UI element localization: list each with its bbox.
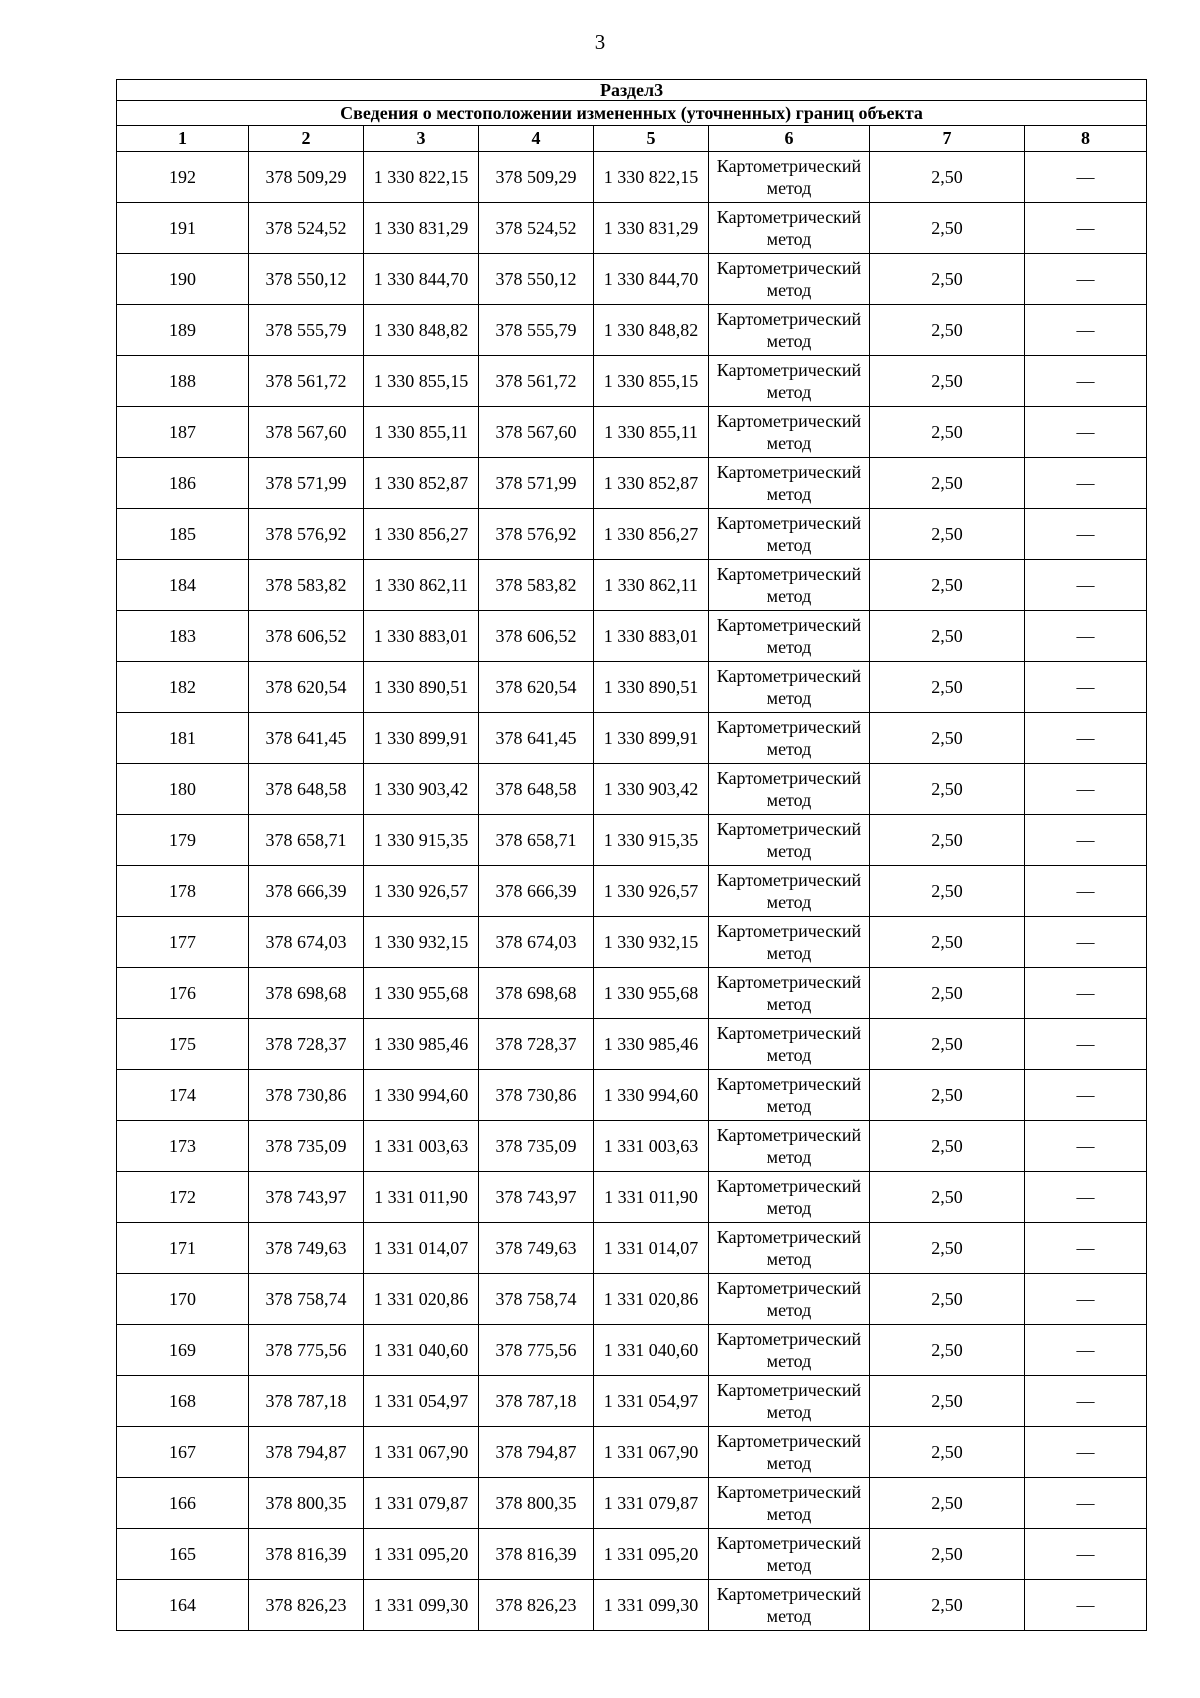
- table-row: [117, 305, 1147, 356]
- table-row: [117, 866, 1147, 917]
- coordinate-cell: 1 330 994,60: [594, 1070, 709, 1121]
- table-row: [117, 1223, 1147, 1274]
- coordinate-cell: 378 698,68: [249, 968, 364, 1019]
- accuracy-cell: 2,50: [870, 458, 1025, 509]
- coordinate-cell: 1 330 831,29: [594, 203, 709, 254]
- method-cell: Картометрический метод: [709, 560, 870, 611]
- method-cell: Картометрический метод: [709, 356, 870, 407]
- note-cell: —: [1025, 815, 1147, 866]
- accuracy-cell: 2,50: [870, 1121, 1025, 1172]
- coordinate-cell: 1 330 856,27: [594, 509, 709, 560]
- accuracy-cell: 2,50: [870, 764, 1025, 815]
- coordinate-cell: 1 330 844,70: [364, 254, 479, 305]
- method-cell: Картометрический метод: [709, 1019, 870, 1070]
- coordinate-cell: 378 641,45: [249, 713, 364, 764]
- method-cell: Картометрический метод: [709, 1325, 870, 1376]
- coordinate-cell: 1 331 020,86: [594, 1274, 709, 1325]
- coordinate-cell: 1 330 932,15: [364, 917, 479, 968]
- table-row: [117, 1427, 1147, 1478]
- coordinate-cell: 1 330 903,42: [594, 764, 709, 815]
- coordinate-cell: 1 330 831,29: [364, 203, 479, 254]
- coordinate-cell: 378 816,39: [479, 1529, 594, 1580]
- coordinate-cell: 378 567,60: [479, 407, 594, 458]
- coordinate-cell: 378 576,92: [479, 509, 594, 560]
- coordinate-cell: 1 331 014,07: [594, 1223, 709, 1274]
- coordinate-cell: 1 330 852,87: [594, 458, 709, 509]
- coordinate-cell: 1 330 899,91: [594, 713, 709, 764]
- point-number-cell: 174: [117, 1070, 249, 1121]
- coordinate-cell: 378 576,92: [249, 509, 364, 560]
- coordinate-cell: 378 758,74: [249, 1274, 364, 1325]
- accuracy-cell: 2,50: [870, 1325, 1025, 1376]
- note-cell: —: [1025, 509, 1147, 560]
- accuracy-cell: 2,50: [870, 560, 1025, 611]
- coordinate-cell: 378 743,97: [479, 1172, 594, 1223]
- point-number-cell: 181: [117, 713, 249, 764]
- accuracy-cell: 2,50: [870, 1529, 1025, 1580]
- table-row: [117, 1274, 1147, 1325]
- coordinate-cell: 378 561,72: [249, 356, 364, 407]
- coordinate-cell: 1 330 915,35: [364, 815, 479, 866]
- coordinate-cell: 1 330 890,51: [364, 662, 479, 713]
- coordinate-cell: 378 730,86: [249, 1070, 364, 1121]
- coordinate-cell: 378 666,39: [479, 866, 594, 917]
- point-number-cell: 175: [117, 1019, 249, 1070]
- coordinate-cell: 1 330 862,11: [364, 560, 479, 611]
- note-cell: —: [1025, 1274, 1147, 1325]
- coordinate-cell: 1 330 822,15: [594, 152, 709, 203]
- table-row: [117, 1019, 1147, 1070]
- point-number-cell: 178: [117, 866, 249, 917]
- coordinate-cell: 1 330 955,68: [594, 968, 709, 1019]
- note-cell: —: [1025, 1376, 1147, 1427]
- table-row: [117, 1325, 1147, 1376]
- point-number-cell: 173: [117, 1121, 249, 1172]
- coordinate-cell: 1 331 095,20: [364, 1529, 479, 1580]
- coordinate-cell: 378 735,09: [249, 1121, 364, 1172]
- table-row: [117, 1172, 1147, 1223]
- table-row: [117, 764, 1147, 815]
- method-cell: Картометрический метод: [709, 407, 870, 458]
- column-number: 3: [364, 126, 479, 152]
- method-cell: Картометрический метод: [709, 866, 870, 917]
- point-number-cell: 165: [117, 1529, 249, 1580]
- accuracy-cell: 2,50: [870, 1274, 1025, 1325]
- coordinate-cell: 1 331 054,97: [364, 1376, 479, 1427]
- accuracy-cell: 2,50: [870, 203, 1025, 254]
- note-cell: —: [1025, 1172, 1147, 1223]
- column-number: 6: [709, 126, 870, 152]
- note-cell: —: [1025, 968, 1147, 1019]
- note-cell: —: [1025, 1427, 1147, 1478]
- method-cell: Картометрический метод: [709, 509, 870, 560]
- point-number-cell: 179: [117, 815, 249, 866]
- coordinate-cell: 1 330 855,11: [594, 407, 709, 458]
- table-row: [117, 1478, 1147, 1529]
- accuracy-cell: 2,50: [870, 1580, 1025, 1631]
- coordinate-cell: 1 331 011,90: [594, 1172, 709, 1223]
- note-cell: —: [1025, 152, 1147, 203]
- table-row: [117, 1580, 1147, 1631]
- note-cell: —: [1025, 458, 1147, 509]
- point-number-cell: 169: [117, 1325, 249, 1376]
- coordinate-cell: 378 787,18: [249, 1376, 364, 1427]
- note-cell: —: [1025, 1070, 1147, 1121]
- method-cell: Картометрический метод: [709, 764, 870, 815]
- point-number-cell: 190: [117, 254, 249, 305]
- table-row: [117, 968, 1147, 1019]
- point-number-cell: 189: [117, 305, 249, 356]
- coordinate-cell: 1 330 848,82: [364, 305, 479, 356]
- coordinate-cell: 378 571,99: [249, 458, 364, 509]
- coordinate-cell: 1 330 822,15: [364, 152, 479, 203]
- point-number-cell: 192: [117, 152, 249, 203]
- point-number-cell: 170: [117, 1274, 249, 1325]
- table-row: [117, 917, 1147, 968]
- coordinate-cell: 378 758,74: [479, 1274, 594, 1325]
- coordinate-cell: 378 509,29: [249, 152, 364, 203]
- coordinate-cell: 378 826,23: [479, 1580, 594, 1631]
- coordinate-cell: 1 331 079,87: [364, 1478, 479, 1529]
- column-number-row: [117, 126, 1147, 152]
- coordinate-cell: 1 330 926,57: [364, 866, 479, 917]
- accuracy-cell: 2,50: [870, 968, 1025, 1019]
- column-number: 7: [870, 126, 1025, 152]
- table-row: [117, 458, 1147, 509]
- note-cell: —: [1025, 662, 1147, 713]
- coordinate-cell: 1 330 932,15: [594, 917, 709, 968]
- coordinate-cell: 1 330 890,51: [594, 662, 709, 713]
- coordinate-cell: 378 794,87: [249, 1427, 364, 1478]
- note-cell: —: [1025, 1019, 1147, 1070]
- coordinate-cell: 378 698,68: [479, 968, 594, 1019]
- method-cell: Картометрический метод: [709, 917, 870, 968]
- coordinate-cell: 378 524,52: [479, 203, 594, 254]
- table-row: [117, 713, 1147, 764]
- table-row: [117, 1376, 1147, 1427]
- table-row: [117, 1121, 1147, 1172]
- coordinate-cell: 378 749,63: [479, 1223, 594, 1274]
- note-cell: —: [1025, 764, 1147, 815]
- point-number-cell: 185: [117, 509, 249, 560]
- note-cell: —: [1025, 1529, 1147, 1580]
- coordinate-cell: 378 555,79: [249, 305, 364, 356]
- coordinate-cell: 1 331 054,97: [594, 1376, 709, 1427]
- accuracy-cell: 2,50: [870, 152, 1025, 203]
- accuracy-cell: 2,50: [870, 1070, 1025, 1121]
- method-cell: Картометрический метод: [709, 1223, 870, 1274]
- table-row: [117, 407, 1147, 458]
- coordinate-cell: 378 787,18: [479, 1376, 594, 1427]
- coordinate-cell: 378 648,58: [479, 764, 594, 815]
- method-cell: Картометрический метод: [709, 254, 870, 305]
- coordinate-cell: 1 331 095,20: [594, 1529, 709, 1580]
- point-number-cell: 191: [117, 203, 249, 254]
- coordinate-cell: 378 509,29: [479, 152, 594, 203]
- note-cell: —: [1025, 305, 1147, 356]
- coordinate-cell: 378 800,35: [479, 1478, 594, 1529]
- table-heading: Сведения о местоположении измененных (уточненных) границ объекта: [117, 101, 1147, 126]
- note-cell: —: [1025, 1580, 1147, 1631]
- coordinate-cell: 378 794,87: [479, 1427, 594, 1478]
- note-cell: —: [1025, 917, 1147, 968]
- point-number-cell: 184: [117, 560, 249, 611]
- accuracy-cell: 2,50: [870, 1376, 1025, 1427]
- method-cell: Картометрический метод: [709, 1529, 870, 1580]
- coordinate-cell: 1 330 915,35: [594, 815, 709, 866]
- accuracy-cell: 2,50: [870, 1172, 1025, 1223]
- coordinate-cell: 378 550,12: [249, 254, 364, 305]
- note-cell: —: [1025, 254, 1147, 305]
- table-row: [117, 254, 1147, 305]
- coordinate-cell: 378 728,37: [249, 1019, 364, 1070]
- table-row: [117, 662, 1147, 713]
- method-cell: Картометрический метод: [709, 815, 870, 866]
- section-title: Раздел3: [117, 80, 1147, 101]
- coordinate-cell: 378 641,45: [479, 713, 594, 764]
- coordinate-cell: 378 775,56: [249, 1325, 364, 1376]
- coordinate-cell: 1 331 099,30: [364, 1580, 479, 1631]
- table-row: [117, 152, 1147, 203]
- coordinate-cell: 378 606,52: [249, 611, 364, 662]
- coordinate-cell: 1 330 955,68: [364, 968, 479, 1019]
- table-row: [117, 356, 1147, 407]
- coordinate-cell: 1 330 883,01: [594, 611, 709, 662]
- point-number-cell: 171: [117, 1223, 249, 1274]
- point-number-cell: 168: [117, 1376, 249, 1427]
- accuracy-cell: 2,50: [870, 713, 1025, 764]
- coordinate-cell: 1 331 079,87: [594, 1478, 709, 1529]
- coordinate-cell: 1 331 040,60: [594, 1325, 709, 1376]
- method-cell: Картометрический метод: [709, 305, 870, 356]
- point-number-cell: 183: [117, 611, 249, 662]
- note-cell: —: [1025, 713, 1147, 764]
- method-cell: Картометрический метод: [709, 968, 870, 1019]
- coordinate-cell: 378 674,03: [479, 917, 594, 968]
- method-cell: Картометрический метод: [709, 1121, 870, 1172]
- coordinate-cell: 378 583,82: [249, 560, 364, 611]
- point-number-cell: 187: [117, 407, 249, 458]
- point-number-cell: 167: [117, 1427, 249, 1478]
- coordinate-cell: 1 331 020,86: [364, 1274, 479, 1325]
- note-cell: —: [1025, 407, 1147, 458]
- point-number-cell: 182: [117, 662, 249, 713]
- coordinate-cell: 378 550,12: [479, 254, 594, 305]
- coordinate-cell: 1 330 856,27: [364, 509, 479, 560]
- coordinate-cell: 1 331 067,90: [364, 1427, 479, 1478]
- table-row: [117, 611, 1147, 662]
- point-number-cell: 176: [117, 968, 249, 1019]
- coordinate-cell: 378 571,99: [479, 458, 594, 509]
- coordinate-cell: 378 775,56: [479, 1325, 594, 1376]
- table-row: [117, 1529, 1147, 1580]
- accuracy-cell: 2,50: [870, 254, 1025, 305]
- point-number-cell: 177: [117, 917, 249, 968]
- coordinate-cell: 378 666,39: [249, 866, 364, 917]
- point-number-cell: 172: [117, 1172, 249, 1223]
- column-number: 2: [249, 126, 364, 152]
- method-cell: Картометрический метод: [709, 1376, 870, 1427]
- accuracy-cell: 2,50: [870, 1223, 1025, 1274]
- note-cell: —: [1025, 1223, 1147, 1274]
- coordinate-cell: 1 331 003,63: [364, 1121, 479, 1172]
- accuracy-cell: 2,50: [870, 1019, 1025, 1070]
- coordinate-cell: 378 555,79: [479, 305, 594, 356]
- coordinate-cell: 1 330 862,11: [594, 560, 709, 611]
- coordinate-cell: 378 620,54: [249, 662, 364, 713]
- coordinate-cell: 378 730,86: [479, 1070, 594, 1121]
- coordinate-cell: 378 524,52: [249, 203, 364, 254]
- coordinate-cell: 1 330 926,57: [594, 866, 709, 917]
- coordinate-cell: 1 330 903,42: [364, 764, 479, 815]
- table-row: [117, 203, 1147, 254]
- method-cell: Картометрический метод: [709, 713, 870, 764]
- accuracy-cell: 2,50: [870, 1427, 1025, 1478]
- coordinate-cell: 378 800,35: [249, 1478, 364, 1529]
- note-cell: —: [1025, 866, 1147, 917]
- coordinate-cell: 1 330 852,87: [364, 458, 479, 509]
- method-cell: Картометрический метод: [709, 611, 870, 662]
- point-number-cell: 180: [117, 764, 249, 815]
- method-cell: Картометрический метод: [709, 203, 870, 254]
- note-cell: —: [1025, 560, 1147, 611]
- table-row: [117, 509, 1147, 560]
- note-cell: —: [1025, 203, 1147, 254]
- coordinate-cell: 1 330 848,82: [594, 305, 709, 356]
- accuracy-cell: 2,50: [870, 815, 1025, 866]
- coordinate-cell: 1 330 855,15: [594, 356, 709, 407]
- accuracy-cell: 2,50: [870, 1478, 1025, 1529]
- coordinate-cell: 1 330 844,70: [594, 254, 709, 305]
- method-cell: Картометрический метод: [709, 1172, 870, 1223]
- accuracy-cell: 2,50: [870, 611, 1025, 662]
- coordinate-cell: 378 567,60: [249, 407, 364, 458]
- accuracy-cell: 2,50: [870, 866, 1025, 917]
- note-cell: —: [1025, 1325, 1147, 1376]
- coordinate-cell: 378 561,72: [479, 356, 594, 407]
- coordinate-cell: 1 331 099,30: [594, 1580, 709, 1631]
- coordinate-cell: 1 330 985,46: [594, 1019, 709, 1070]
- coordinate-cell: 378 583,82: [479, 560, 594, 611]
- coordinate-cell: 378 743,97: [249, 1172, 364, 1223]
- coordinate-cell: 378 648,58: [249, 764, 364, 815]
- note-cell: —: [1025, 1121, 1147, 1172]
- point-number-cell: 166: [117, 1478, 249, 1529]
- coordinate-cell: 378 735,09: [479, 1121, 594, 1172]
- coordinate-cell: 1 330 985,46: [364, 1019, 479, 1070]
- accuracy-cell: 2,50: [870, 662, 1025, 713]
- table-row: [117, 815, 1147, 866]
- column-number: 8: [1025, 126, 1147, 152]
- coordinate-cell: 378 728,37: [479, 1019, 594, 1070]
- page-number: 3: [594, 30, 606, 54]
- point-number-cell: 188: [117, 356, 249, 407]
- accuracy-cell: 2,50: [870, 407, 1025, 458]
- accuracy-cell: 2,50: [870, 917, 1025, 968]
- coordinate-cell: 1 330 855,11: [364, 407, 479, 458]
- note-cell: —: [1025, 356, 1147, 407]
- boundary-coordinates-table: [116, 79, 1147, 1631]
- coordinate-cell: 378 749,63: [249, 1223, 364, 1274]
- note-cell: —: [1025, 1478, 1147, 1529]
- accuracy-cell: 2,50: [870, 509, 1025, 560]
- coordinate-cell: 378 816,39: [249, 1529, 364, 1580]
- method-cell: Картометрический метод: [709, 662, 870, 713]
- accuracy-cell: 2,50: [870, 356, 1025, 407]
- table-row: [117, 1070, 1147, 1121]
- coordinate-cell: 1 330 883,01: [364, 611, 479, 662]
- column-number: 4: [479, 126, 594, 152]
- note-cell: —: [1025, 611, 1147, 662]
- coordinate-cell: 378 658,71: [249, 815, 364, 866]
- coordinate-cell: 1 330 855,15: [364, 356, 479, 407]
- coordinate-cell: 1 331 014,07: [364, 1223, 479, 1274]
- coordinate-cell: 378 826,23: [249, 1580, 364, 1631]
- method-cell: Картометрический метод: [709, 1070, 870, 1121]
- column-number: 5: [594, 126, 709, 152]
- point-number-cell: 164: [117, 1580, 249, 1631]
- coordinate-cell: 1 331 011,90: [364, 1172, 479, 1223]
- coordinate-cell: 1 331 067,90: [594, 1427, 709, 1478]
- point-number-cell: 186: [117, 458, 249, 509]
- column-number: 1: [117, 126, 249, 152]
- coordinate-cell: 1 331 003,63: [594, 1121, 709, 1172]
- accuracy-cell: 2,50: [870, 305, 1025, 356]
- coordinate-cell: 1 330 994,60: [364, 1070, 479, 1121]
- coordinate-cell: 1 331 040,60: [364, 1325, 479, 1376]
- method-cell: Картометрический метод: [709, 458, 870, 509]
- method-cell: Картометрический метод: [709, 1427, 870, 1478]
- table-row: [117, 560, 1147, 611]
- method-cell: Картометрический метод: [709, 1478, 870, 1529]
- coordinate-cell: 1 330 899,91: [364, 713, 479, 764]
- method-cell: Картометрический метод: [709, 152, 870, 203]
- coordinate-cell: 378 674,03: [249, 917, 364, 968]
- coordinate-cell: 378 620,54: [479, 662, 594, 713]
- coordinate-cell: 378 606,52: [479, 611, 594, 662]
- method-cell: Картометрический метод: [709, 1580, 870, 1631]
- method-cell: Картометрический метод: [709, 1274, 870, 1325]
- coordinate-cell: 378 658,71: [479, 815, 594, 866]
